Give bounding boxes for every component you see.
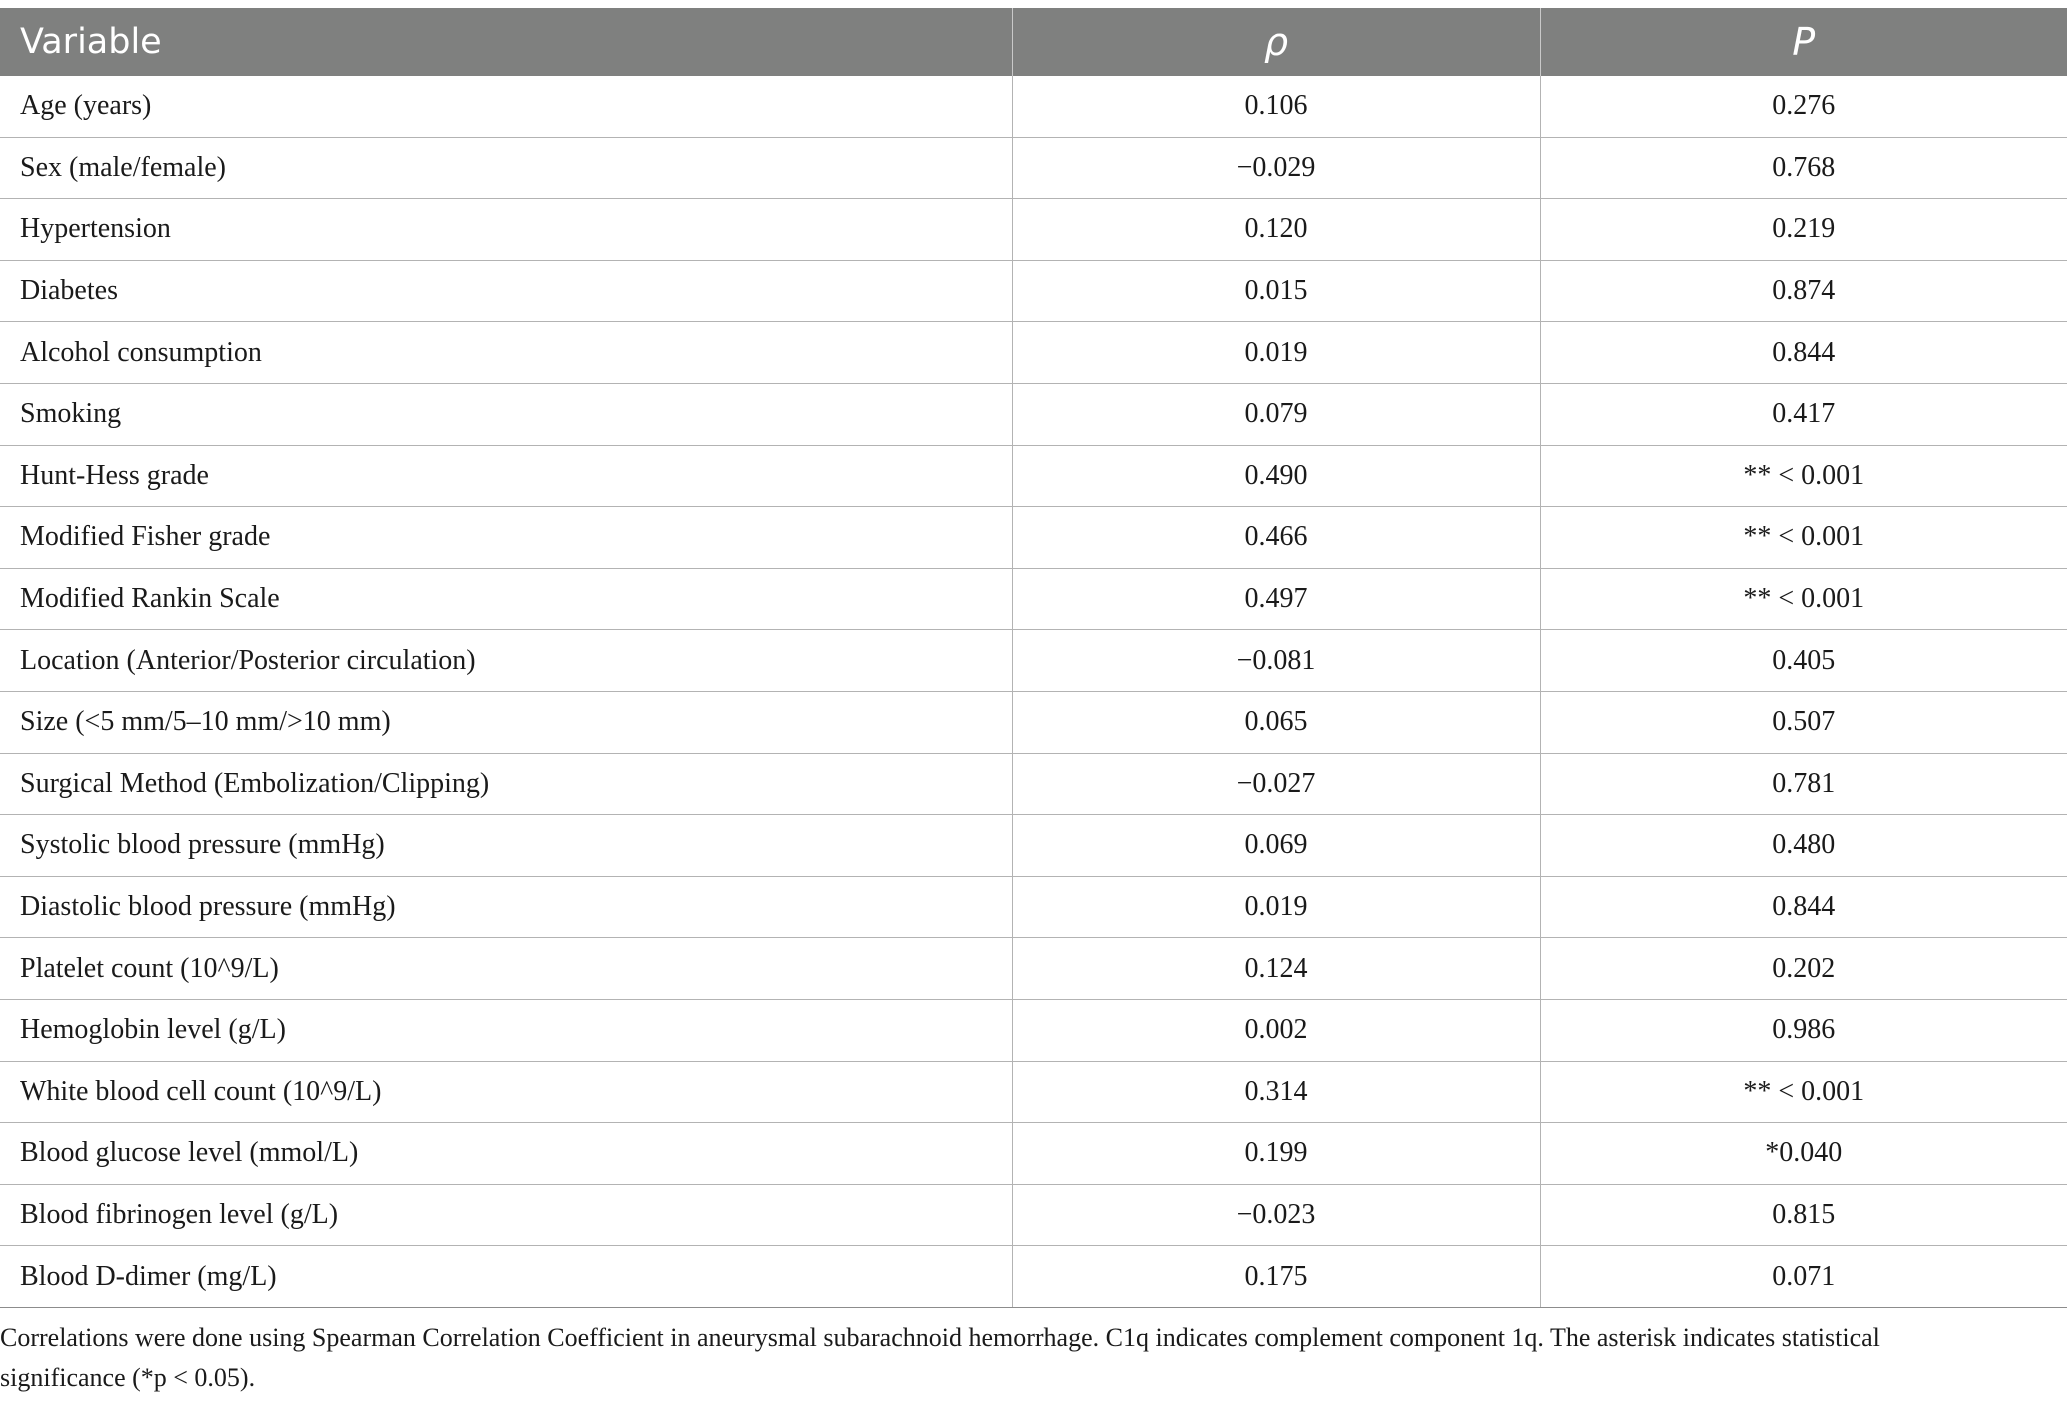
header-variable: Variable xyxy=(0,8,1012,76)
variable-cell: Modified Rankin Scale xyxy=(0,568,1012,630)
variable-cell: Blood D-dimer (mg/L) xyxy=(0,1246,1012,1308)
table-row xyxy=(0,1123,2067,1185)
rho-cell: 0.120 xyxy=(1012,199,1540,261)
p-cell: ** < 0.001 xyxy=(1540,568,2067,630)
p-cell: 0.844 xyxy=(1540,876,2067,938)
p-cell: 0.781 xyxy=(1540,753,2067,815)
p-cell: *0.040 xyxy=(1540,1123,2067,1185)
table-row xyxy=(0,507,2067,569)
footnote-line-2: significance (*p < 0.05). xyxy=(0,1363,256,1392)
table-row xyxy=(0,630,2067,692)
correlation-table xyxy=(0,8,2067,1308)
rho-cell: −0.027 xyxy=(1012,753,1540,815)
p-cell: 0.417 xyxy=(1540,383,2067,445)
rho-cell: 0.199 xyxy=(1012,1123,1540,1185)
p-cell: 0.202 xyxy=(1540,938,2067,1000)
table-header xyxy=(0,8,2067,76)
table-row xyxy=(0,76,2067,137)
variable-cell: White blood cell count (10^9/L) xyxy=(0,1061,1012,1123)
variable-cell: Blood fibrinogen level (g/L) xyxy=(0,1184,1012,1246)
table-row xyxy=(0,999,2067,1061)
p-cell: ** < 0.001 xyxy=(1540,1061,2067,1123)
p-cell: 0.507 xyxy=(1540,691,2067,753)
variable-cell: Hypertension xyxy=(0,199,1012,261)
p-cell: 0.276 xyxy=(1540,76,2067,137)
rho-cell: 0.314 xyxy=(1012,1061,1540,1123)
p-cell: 0.815 xyxy=(1540,1184,2067,1246)
variable-cell: Diastolic blood pressure (mmHg) xyxy=(0,876,1012,938)
p-cell: 0.844 xyxy=(1540,322,2067,384)
rho-cell: −0.081 xyxy=(1012,630,1540,692)
variable-cell: Size (<5 mm/5–10 mm/>10 mm) xyxy=(0,691,1012,753)
table-footnote xyxy=(0,1318,2000,1398)
table-row xyxy=(0,137,2067,199)
p-cell: 0.219 xyxy=(1540,199,2067,261)
rho-cell: 0.175 xyxy=(1012,1246,1540,1308)
variable-cell: Modified Fisher grade xyxy=(0,507,1012,569)
variable-cell: Smoking xyxy=(0,383,1012,445)
header-p: P xyxy=(1540,8,2067,76)
p-cell: 0.874 xyxy=(1540,260,2067,322)
variable-cell: Platelet count (10^9/L) xyxy=(0,938,1012,1000)
p-cell: ** < 0.001 xyxy=(1540,507,2067,569)
rho-cell: 0.065 xyxy=(1012,691,1540,753)
p-cell: ** < 0.001 xyxy=(1540,445,2067,507)
table-row xyxy=(0,1184,2067,1246)
rho-cell: 0.124 xyxy=(1012,938,1540,1000)
rho-cell: 0.490 xyxy=(1012,445,1540,507)
p-cell: 0.986 xyxy=(1540,999,2067,1061)
table-row xyxy=(0,199,2067,261)
variable-cell: Location (Anterior/Posterior circulation) xyxy=(0,630,1012,692)
header-row xyxy=(0,8,2067,76)
table-row xyxy=(0,1246,2067,1308)
table-row xyxy=(0,938,2067,1000)
rho-cell: −0.029 xyxy=(1012,137,1540,199)
rho-cell: −0.023 xyxy=(1012,1184,1540,1246)
correlation-table-container xyxy=(0,8,2067,1308)
rho-cell: 0.019 xyxy=(1012,322,1540,384)
variable-cell: Surgical Method (Embolization/Clipping) xyxy=(0,753,1012,815)
variable-cell: Age (years) xyxy=(0,76,1012,137)
variable-cell: Diabetes xyxy=(0,260,1012,322)
variable-cell: Hunt-Hess grade xyxy=(0,445,1012,507)
rho-cell: 0.069 xyxy=(1012,815,1540,877)
table-row xyxy=(0,753,2067,815)
header-rho: ρ xyxy=(1012,8,1540,76)
table-row xyxy=(0,691,2067,753)
table-row xyxy=(0,322,2067,384)
rho-cell: 0.079 xyxy=(1012,383,1540,445)
variable-cell: Hemoglobin level (g/L) xyxy=(0,999,1012,1061)
p-cell: 0.480 xyxy=(1540,815,2067,877)
variable-cell: Systolic blood pressure (mmHg) xyxy=(0,815,1012,877)
table-body xyxy=(0,76,2067,1307)
rho-cell: 0.106 xyxy=(1012,76,1540,137)
rho-cell: 0.015 xyxy=(1012,260,1540,322)
table-row xyxy=(0,383,2067,445)
table-row xyxy=(0,1061,2067,1123)
table-row xyxy=(0,568,2067,630)
rho-cell: 0.019 xyxy=(1012,876,1540,938)
variable-cell: Alcohol consumption xyxy=(0,322,1012,384)
rho-cell: 0.497 xyxy=(1012,568,1540,630)
table-row xyxy=(0,815,2067,877)
rho-cell: 0.002 xyxy=(1012,999,1540,1061)
footnote-line-1: Correlations were done using Spearman Correlation Coefficient in aneurysmal subarachnoid hemorrhage. C1q indicates complement component 1q. The asterisk indicates statistical xyxy=(0,1323,1880,1352)
table-row xyxy=(0,445,2067,507)
p-cell: 0.768 xyxy=(1540,137,2067,199)
p-cell: 0.071 xyxy=(1540,1246,2067,1308)
variable-cell: Blood glucose level (mmol/L) xyxy=(0,1123,1012,1185)
variable-cell: Sex (male/female) xyxy=(0,137,1012,199)
table-row xyxy=(0,876,2067,938)
table-row xyxy=(0,260,2067,322)
rho-cell: 0.466 xyxy=(1012,507,1540,569)
p-cell: 0.405 xyxy=(1540,630,2067,692)
